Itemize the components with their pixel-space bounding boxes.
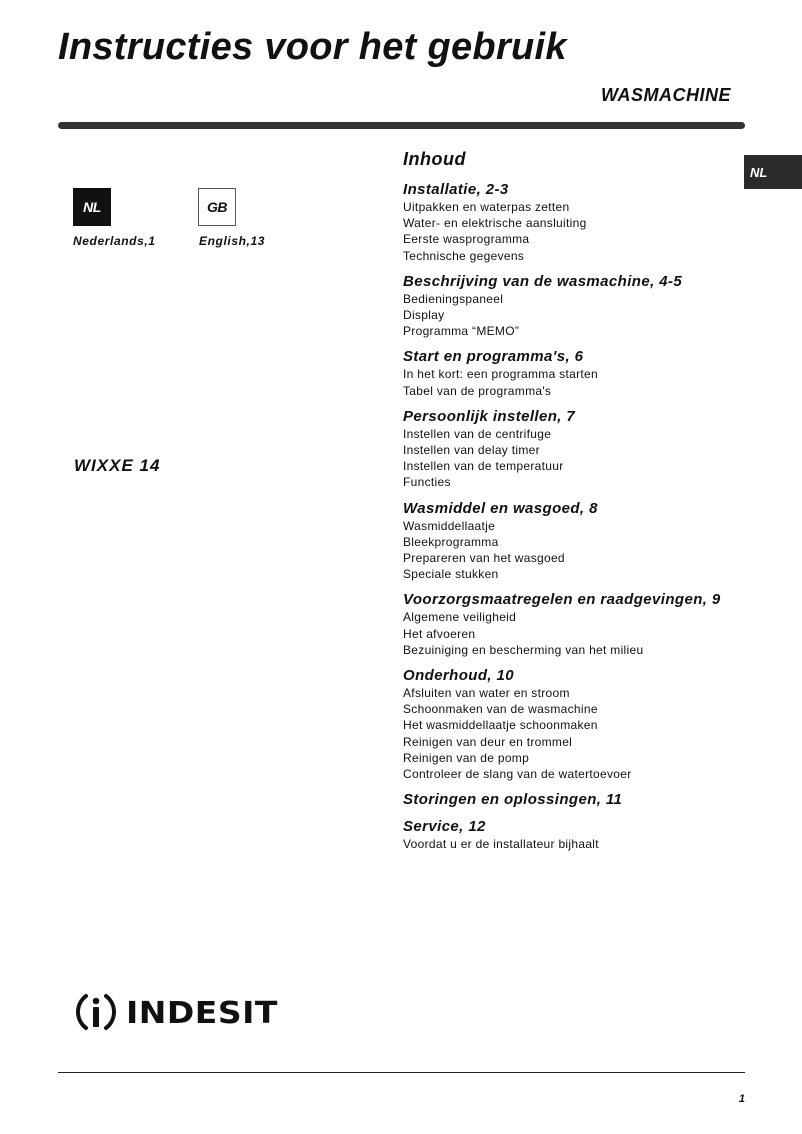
indesit-logo-icon bbox=[72, 988, 120, 1036]
language-label-gb: English,13 bbox=[199, 234, 266, 248]
toc-item[interactable]: Reinigen van de pomp bbox=[403, 750, 530, 765]
toc-item[interactable]: Functies bbox=[403, 475, 451, 490]
toc-item[interactable]: Water- en elektrische aansluiting bbox=[403, 216, 587, 231]
toc-item[interactable]: Prepareren van het wasgoed bbox=[403, 551, 565, 566]
language-gb[interactable] bbox=[198, 188, 266, 248]
toc-item[interactable]: Het wasmiddellaatje schoonmaken bbox=[403, 718, 598, 733]
toc-section-title[interactable]: Onderhoud, 10 bbox=[403, 667, 515, 685]
toc-section bbox=[403, 818, 743, 852]
toc-section bbox=[403, 348, 743, 398]
toc-section-title[interactable]: Storingen en oplossingen, 11 bbox=[403, 791, 623, 809]
toc-item[interactable]: Voordat u er de installateur bijhaalt bbox=[403, 837, 599, 852]
toc-section bbox=[403, 591, 743, 658]
toc-item[interactable]: Bezuiniging en bescherming van het milieu bbox=[403, 642, 644, 657]
toc-item[interactable]: Eerste wasprogramma bbox=[403, 232, 530, 247]
header-divider bbox=[58, 122, 745, 129]
toc-section-title[interactable]: Start en programma's, 6 bbox=[403, 348, 584, 366]
language-nl[interactable] bbox=[73, 188, 156, 248]
toc-item[interactable]: Bleekprogramma bbox=[403, 534, 499, 549]
toc-item[interactable]: Afsluiten van water en stroom bbox=[403, 686, 570, 701]
toc-section-title[interactable]: Service, 12 bbox=[403, 818, 486, 836]
toc-item[interactable]: Speciale stukken bbox=[403, 567, 499, 582]
toc-item[interactable]: Het afvoeren bbox=[403, 626, 476, 641]
toc-sections bbox=[403, 181, 743, 852]
toc-section-title[interactable]: Voorzorgsmaatregelen en raadgevingen, 9 bbox=[403, 591, 721, 609]
language-side-tab: NL bbox=[744, 155, 802, 189]
brand-logo bbox=[72, 988, 278, 1036]
toc-section-title[interactable]: Persoonlijk instellen, 7 bbox=[403, 407, 576, 425]
toc-item[interactable]: Instellen van de temperatuur bbox=[403, 459, 564, 474]
toc-item[interactable]: Instellen van de centrifuge bbox=[403, 426, 552, 441]
brand-logo-text: INDESIT bbox=[126, 994, 278, 1030]
toc-section-title[interactable]: Installatie, 2-3 bbox=[403, 181, 509, 198]
footer-divider bbox=[58, 1072, 745, 1073]
toc-section-title[interactable]: Beschrijving van de wasmachine, 4-5 bbox=[403, 272, 683, 290]
toc-item[interactable]: Algemene veiligheid bbox=[403, 610, 517, 625]
toc-section bbox=[403, 273, 743, 340]
language-label-nl: Nederlands,1 bbox=[73, 234, 156, 248]
toc-item[interactable]: Bedieningspaneel bbox=[403, 291, 504, 306]
toc-section bbox=[403, 408, 743, 491]
toc-section bbox=[403, 181, 743, 264]
toc-section-title[interactable]: Wasmiddel en wasgoed, 8 bbox=[403, 499, 598, 517]
table-of-contents bbox=[403, 148, 743, 861]
toc-item[interactable]: Display bbox=[403, 308, 445, 323]
toc-section bbox=[403, 791, 743, 809]
language-badge-nl: NL bbox=[73, 188, 111, 226]
toc-item[interactable]: Reinigen van deur en trommel bbox=[403, 734, 573, 749]
toc-item[interactable]: Controleer de slang van de watertoevoer bbox=[403, 767, 632, 782]
toc-item[interactable]: Tabel van de programma's bbox=[403, 383, 552, 398]
toc-item[interactable]: Wasmiddellaatje bbox=[403, 518, 496, 533]
toc-section bbox=[403, 500, 743, 583]
page-number: 1 bbox=[738, 1093, 745, 1105]
toc-item[interactable]: In het kort: een programma starten bbox=[403, 367, 598, 382]
toc-item[interactable]: Uitpakken en waterpas zetten bbox=[403, 200, 570, 214]
toc-item[interactable]: Instellen van delay timer bbox=[403, 443, 540, 458]
model-name: WIXXE 14 bbox=[74, 456, 161, 475]
document-title: Instructies voor het gebruik bbox=[58, 26, 567, 68]
document-subtitle: WASMACHINE bbox=[601, 85, 731, 105]
toc-heading: Inhoud bbox=[403, 149, 466, 169]
toc-item[interactable]: Schoonmaken van de wasmachine bbox=[403, 702, 598, 717]
toc-item[interactable]: Technische gegevens bbox=[403, 248, 525, 263]
toc-section bbox=[403, 667, 743, 782]
toc-item[interactable]: Programma “MEMO” bbox=[403, 324, 520, 339]
language-badge-gb: GB bbox=[198, 188, 236, 226]
